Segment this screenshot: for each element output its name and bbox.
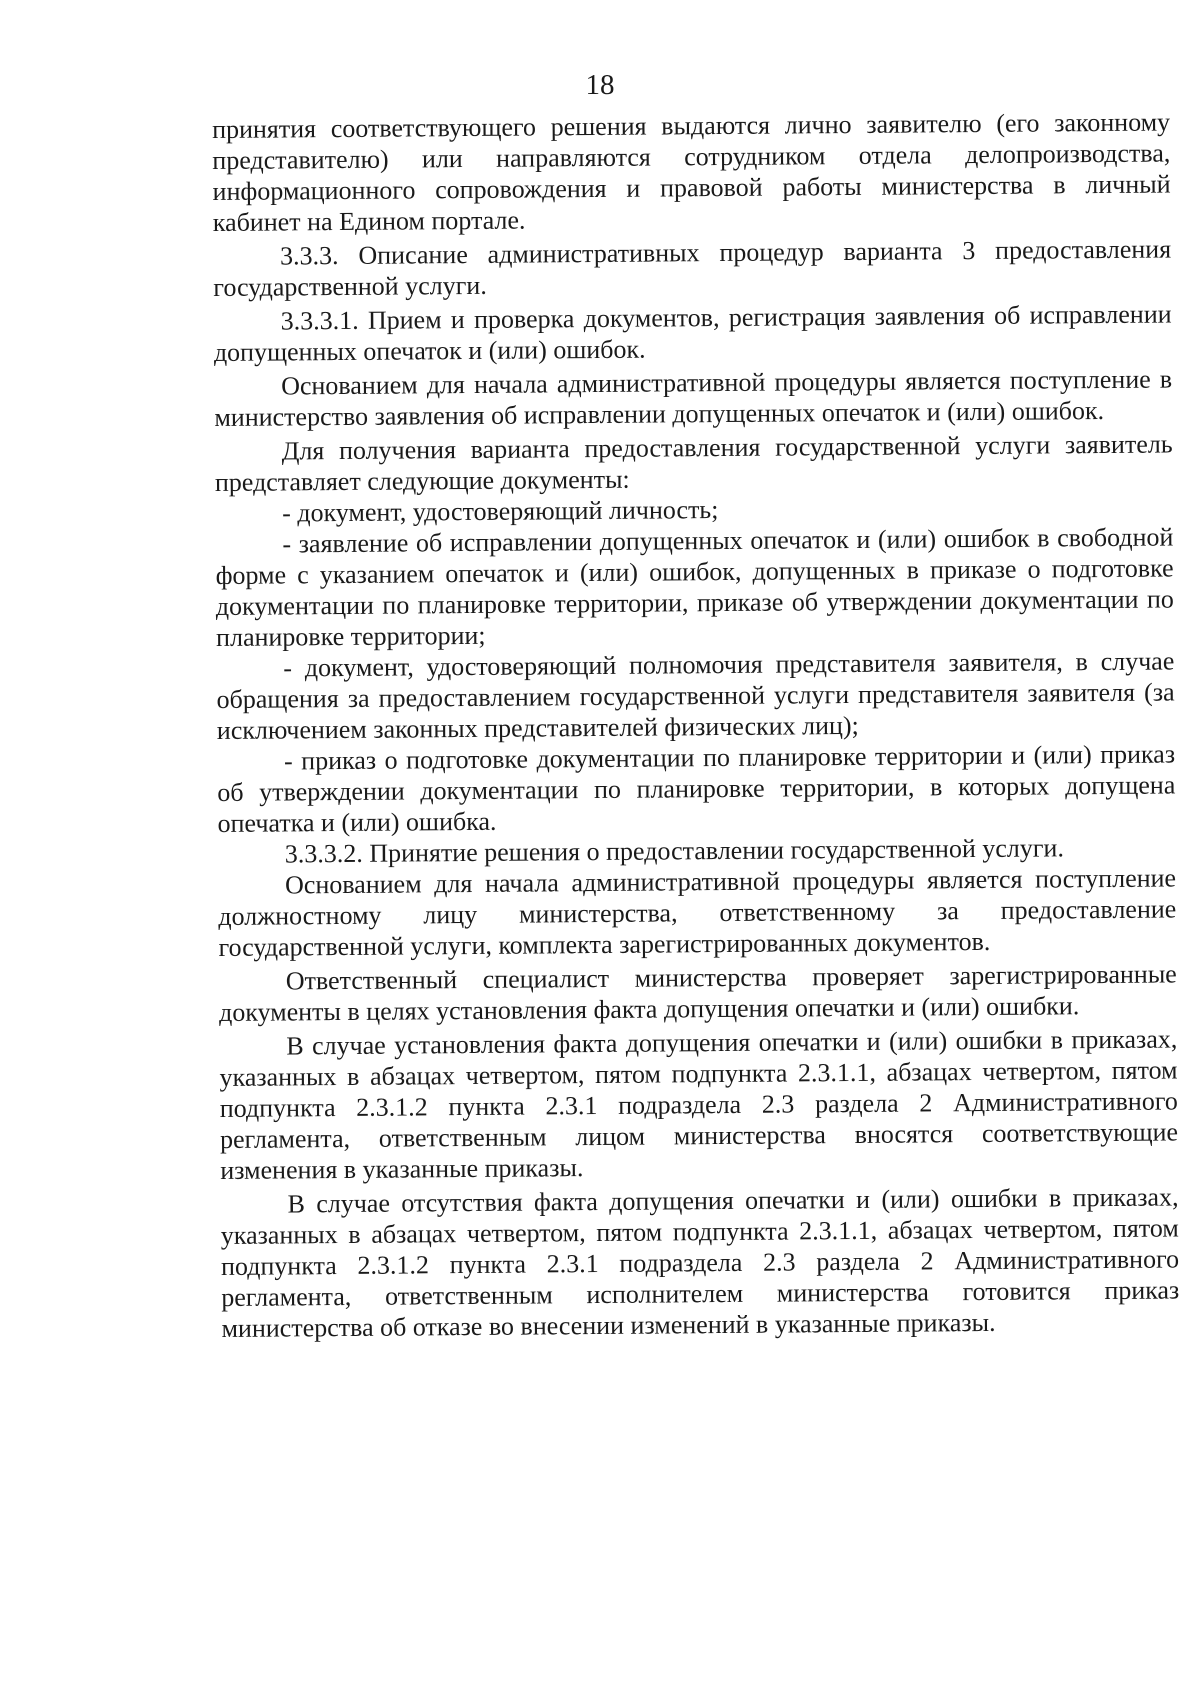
list-item: - приказ о подготовке документации по планировке территории и (или) приказ об утверждении документации по планировке территории, в которых допущена опечатка и (или) ошибка. xyxy=(217,739,1176,838)
list-item: - заявление об исправлении допущенных опечаток и (или) ошибок в свободной форме с указанием опечаток и (или) ошибок, допущенных в приказе о подготовке документации по планировке территории, приказе об утверждении документации по планировке территории; xyxy=(215,522,1174,652)
list-item: - документ, удостоверяющий личность; xyxy=(282,495,719,528)
paragraph: В случае отсутствия факта допущения опечатки и (или) ошибки в приказах, указанных в абзацах четвертом, пятом подпункта 2.3.1.1, абзацах четвертом, пятом подпункта 2.3.1.2 пункта 2.3.1 подраздела 2.3 раздела 2 Административного регламента, ответственным исполнителем министерства готовится приказ министерства об отказе во внесении изменений в указанные приказы. xyxy=(220,1182,1180,1343)
paragraph: Ответственный специалист министерства проверяет зарегистрированные документы в целях установления факта допущения опечатки и (или) ошибки. xyxy=(218,959,1177,1027)
paragraph: Основанием для начала административной процедуры является поступление должностному лицу министерства, ответственному за предоставление государственной услуги, комплекта зарегистрированных документов. xyxy=(218,863,1177,962)
subsection-heading-3-3-3-2: 3.3.3.2. Принятие решения о предоставлении государственной услуги. xyxy=(284,833,1065,869)
paragraph: Для получения варианта предоставления государственной услуги заявитель представляет следующие документы: xyxy=(214,429,1173,497)
paragraph-continuation: принятия соответствующего решения выдаются лично заявителю (его законному представителю) или направляются сотрудником отдела делопроизводства, информационного сопровождения и правовой работы министерства в личный кабинет на Едином портале. xyxy=(212,107,1171,237)
paragraph: Основанием для начала административной процедуры является поступление в министерство заявления об исправлении допущенных опечаток и (или) ошибок. xyxy=(214,364,1173,432)
document-body xyxy=(212,106,1180,1343)
list-item: - документ, удостоверяющий полномочия представителя заявителя, в случае обращения за предоставлением государственной услуги представителя заявителя (за исключением законных представителей физических лиц); xyxy=(216,646,1175,745)
section-heading-3-3-3: 3.3.3. Описание административных процедур варианта 3 предоставления государственной услуги. xyxy=(213,234,1172,302)
subsection-heading-3-3-3-1: 3.3.3.1. Прием и проверка документов, регистрация заявления об исправлении допущенных опечаток и (или) ошибок. xyxy=(213,299,1172,367)
page-number: 18 xyxy=(585,69,615,101)
paragraph: В случае установления факта допущения опечатки и (или) ошибки в приказах, указанных в абзацах четвертом, пятом подпункта 2.3.1.1, абзацах четвертом, пятом подпункта 2.3.1.2 пункта 2.3.1 подраздела 2.3 раздела 2 Административного регламента, ответственным лицом министерства вносятся соответствующие изменения в указанные приказы. xyxy=(219,1024,1179,1185)
